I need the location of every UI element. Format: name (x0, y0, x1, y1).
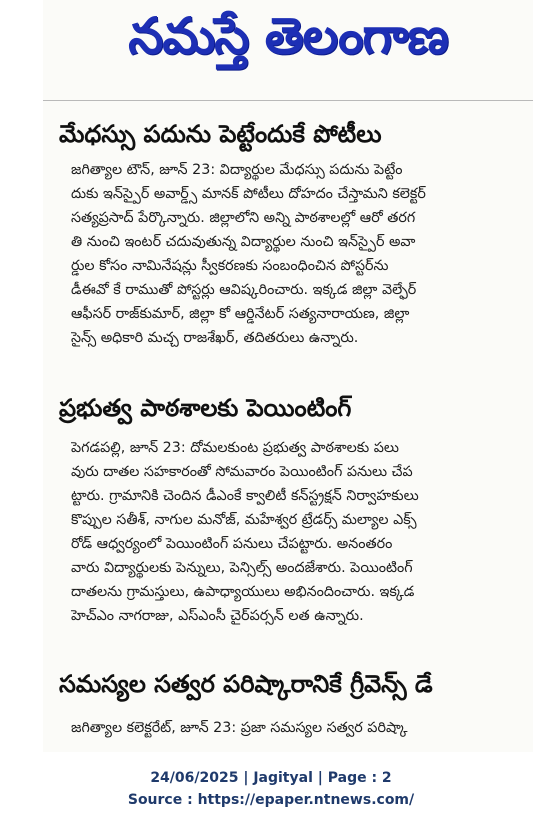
body-line: ట్టారు. గ్రామానికి చెందిన డీఎంకే క్వాలిటీ కన్‌స్ట్రక్షన్ నిర్వాహకులు (71, 488, 419, 504)
article-2-body (71, 436, 526, 628)
body-line: ఆఫీసర్ రాజ్‌కుమార్, జిల్లా కో ఆర్డినేటర్ సత్యనారాయణ, జిల్లా (71, 306, 410, 322)
footer-source: Source : https://epaper.ntnews.com/ (127, 792, 415, 808)
article-2-headline: ప్రభుత్వ పాఠశాలకు పెయింటింగ్ (59, 394, 352, 422)
body-line: సత్యప్రసాద్ పేర్కొన్నారు. జిల్లాలోని అన్ని పాఠశాలల్లో ఆరో తరగ (71, 210, 416, 226)
body-line: రోడ్ ఆధ్వర్యంలో పెయింటింగ్ పనులు చేపట్టారు. అనంతరం (71, 536, 393, 552)
body-line: జగిత్యాల కలెక్టరేట్, జూన్ 23: ప్రజా సమస్యల సత్వర పరిష్కా (71, 720, 408, 736)
body-line: జగిత్యాల టౌన్, జూన్ 23: విద్యార్థుల మేధస్సు పదును పెట్టేం (71, 162, 403, 178)
body-line: ర్డుల కోసం నామినేషన్లు స్వీకరణకు సంబంధించిన పోస్టర్‌ను (71, 258, 389, 274)
body-line: దుకు ఇన్‌స్పైర్ అవార్డ్స్ మానక్ పోటీలు దోహదం చేస్తామని కలెక్టర్ (71, 186, 426, 202)
body-line: హెచ్‌ఎం నాగరాజు, ఎస్‌ఎంసీ చైర్‌పర్సన్ లత ఉన్నారు. (71, 608, 364, 624)
masthead-divider (43, 100, 533, 101)
masthead-title: నమస్తే తెలంగాణ (128, 6, 448, 65)
body-line: సైన్స్ అధికారి మచ్చ రాజశేఖర్, తదితరులు ఉన్నారు. (71, 330, 359, 346)
article-1-headline: మేధస్సు పదును పెట్టేందుకే పోటీలు (59, 120, 382, 148)
body-line: కొప్పుల సతీశ్, నాగుల మనోజ్, మహేశ్వర ట్రేడర్స్ మల్యాల ఎక్స్ (71, 512, 417, 528)
body-line: దాతలను గ్రామస్తులు, ఉపాధ్యాయులు అభినందించారు. ఇక్కడ (71, 584, 415, 600)
newspaper-clipping (43, 0, 533, 752)
body-line: పెగడపల్లి, జూన్ 23: దోమలకుంట ప్రభుత్వ పాఠశాలకు పలు (71, 440, 399, 456)
article-3-headline: సమస్యల సత్వర పరిష్కారానికే గ్రీవెన్స్ డే (59, 670, 433, 698)
body-line: వారు విద్యార్థులకు పెన్నులు, పెన్సిల్స్ అందజేశారు. పెయింటింగ్ (71, 560, 413, 576)
body-line: వురు దాతల సహకారంతో సోమవారం పెయింటింగ్ పనులు చేప (71, 464, 413, 480)
body-line: తి నుంచి ఇంటర్ చదువుతున్న విద్యార్థుల నుంచి ఇన్‌స్పైర్ అవా (71, 234, 416, 250)
footer-date-location: 24/06/2025 | Jagityal | Page : 2 (150, 770, 392, 786)
masthead (43, 2, 533, 82)
article-3-body (71, 716, 526, 740)
article-1-body (71, 158, 526, 350)
body-line: డీఈవో కే రాముతో పోస్టర్లు ఆవిష్కరించారు. ఇక్కడ జిల్లా వెల్ఫేర్ (71, 282, 417, 298)
